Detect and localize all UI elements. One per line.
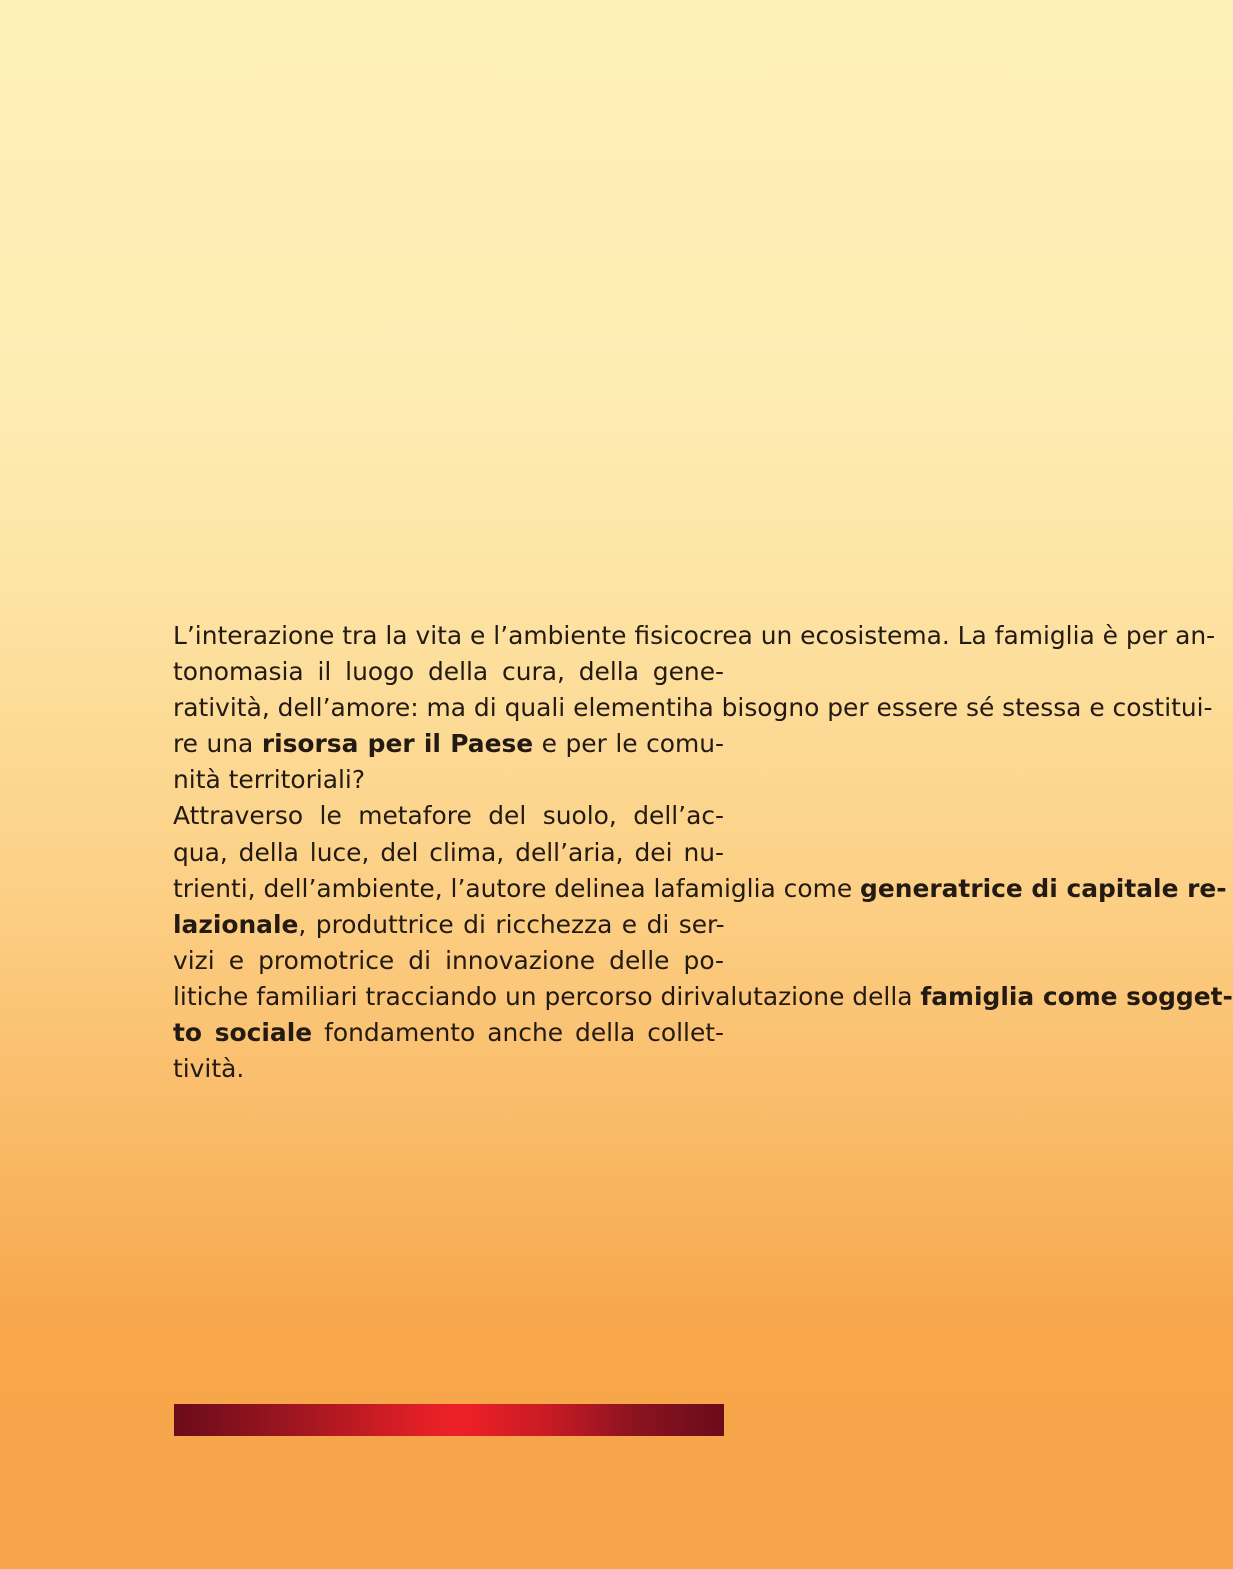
blurb-text [173,618,1233,1087]
emphasis-text: generatrice di capitale re- [860,873,1227,903]
blurb-line [173,801,724,830]
body-text: nità territoriali? [173,765,366,795]
blurb-line [173,729,724,758]
blurb-line [173,838,724,867]
emphasis-text: to sociale [173,1018,313,1048]
body-text: ratività, dell’amore: ma di quali elementi [173,693,683,723]
emphasis-text: famiglia come sogget- [920,981,1233,1011]
decorative-red-band [174,1404,724,1436]
body-text: tività. [173,1054,245,1084]
blurb-paragraph-2 [173,798,1233,1087]
blurb-line [173,910,724,939]
body-text: crea un ecosistema. La famiglia è per an- [698,621,1216,650]
blurb-line [683,693,1213,722]
blurb-line [699,621,1215,650]
blurb-line [683,982,1233,1011]
blurb-line [173,765,365,794]
emphasis-text: lazionale [173,909,299,939]
blurb-paragraph-1 [173,618,1216,798]
blurb-line [173,982,683,1011]
body-text: famiglia come [675,873,861,903]
blurb-line [676,874,1227,903]
body-text: qua, della luce, del clima, dell’aria, dei nu- [173,837,724,867]
body-text: L’interazione tra la vita e l’ambiente fisico [173,621,699,650]
body-text: fondamento anche della collet- [312,1018,725,1048]
blurb-line [173,874,676,903]
body-text: re una [173,729,262,759]
body-text: tonomasia il luogo della cura, della gene- [173,657,724,687]
body-text: , produttrice di ricchezza e di ser- [298,909,724,939]
blurb-line [173,621,699,650]
body-text: vizi e promotrice di innovazione delle po- [173,945,724,975]
body-text: Attraverso le metafore del suolo, dell’ac- [173,801,724,831]
body-text: rivalutazione della [683,981,921,1011]
blurb-line [173,657,724,686]
body-text: litiche familiari tracciando un percorso di [173,981,684,1011]
blurb-line [173,946,724,975]
body-text: ha bisogno per essere sé stessa e costitui- [682,693,1213,723]
emphasis-text: risorsa per il Paese [261,729,534,759]
body-text: e per le comu- [533,729,724,759]
blurb-line [173,1054,244,1083]
blurb-line [173,1018,724,1047]
body-text: trienti, dell’ambiente, l’autore delinea la [173,873,676,903]
blurb-line [173,693,683,722]
